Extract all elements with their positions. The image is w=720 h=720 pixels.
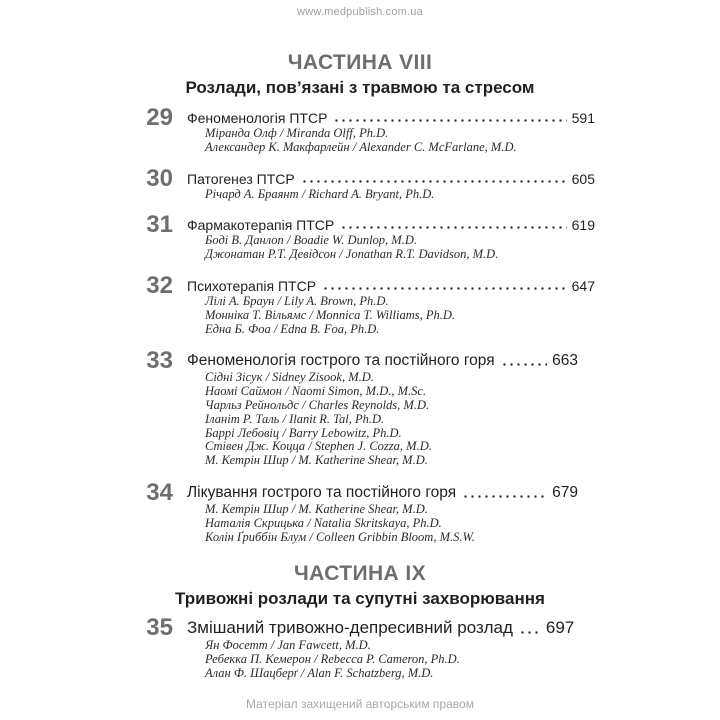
dot-leader bbox=[501, 363, 548, 366]
author-line: Стівен Дж. Коцца / Stephen J. Cozza, M.D. bbox=[205, 439, 432, 454]
chapter-title-row bbox=[187, 484, 578, 502]
chapter-title: Феноменологія ПТСР bbox=[187, 110, 328, 126]
chapter-title-row bbox=[187, 352, 578, 370]
chapter-entry-34 bbox=[131, 478, 578, 544]
chapter-title: Феноменологія гострого та постійного горя bbox=[187, 352, 495, 370]
chapter-title: Лікування гострого та постійного горя bbox=[187, 483, 457, 501]
chapter-title: Патогенез ПТСР bbox=[187, 170, 295, 187]
chapter-number: 33 bbox=[146, 347, 173, 375]
part-title: ЧАСТИНА VIII bbox=[287, 51, 433, 74]
chapter-title: Психотерапія ПТСР bbox=[187, 277, 317, 294]
author-line: Алан Ф. Шацберґ / Alan F. Schatzberg, M.D. bbox=[205, 665, 434, 680]
chapter-title: Змішаний тривожно-депресивний розлад bbox=[187, 618, 513, 638]
part-ix-header bbox=[0, 562, 720, 608]
author-list bbox=[205, 503, 578, 544]
author-line: Александер К. Макфарлейн / Alexander C. McFarlane, M.D. bbox=[205, 139, 517, 154]
dot-leader bbox=[322, 287, 567, 290]
author-line: М. Кетрін Шир / M. Katherine Shear, M.D. bbox=[205, 453, 428, 468]
page-number: 697 bbox=[545, 618, 575, 638]
author-line: М. Кетрін Шир / M. Katherine Shear, M.D. bbox=[205, 501, 428, 516]
part-subtitle: Тривожні розлади та супутні захворювання bbox=[175, 589, 545, 609]
dot-leader bbox=[519, 631, 541, 634]
chapter-entry-30 bbox=[131, 164, 595, 202]
author-line: Чарльз Рейнольдс / Charles Reynolds, M.D. bbox=[205, 397, 430, 412]
chapter-entry-32 bbox=[131, 271, 595, 336]
page-number: 619 bbox=[571, 217, 595, 234]
chapter-title-row bbox=[187, 217, 595, 233]
author-line: Ян Фосетт / Jan Fawcett, M.D. bbox=[205, 638, 371, 653]
author-line: Лілі А. Браун / Lily A. Brown, Ph.D. bbox=[205, 293, 389, 308]
author-line: Боді В. Данлоп / Boadie W. Dunlop, M.D. bbox=[205, 233, 417, 248]
toc-part-viii bbox=[131, 104, 595, 544]
author-list bbox=[205, 234, 595, 262]
part-title: ЧАСТИНА IX bbox=[294, 562, 426, 586]
page-number: 591 bbox=[571, 110, 595, 126]
author-line: Наталія Скрицька / Natalia Skritskaya, Ph.D. bbox=[205, 515, 442, 530]
dot-leader bbox=[333, 119, 566, 122]
page-number: 663 bbox=[552, 352, 578, 370]
page-number: 679 bbox=[552, 483, 578, 501]
chapter-number: 29 bbox=[146, 104, 173, 131]
page-number: 647 bbox=[571, 277, 595, 294]
author-list bbox=[205, 295, 595, 336]
author-line: Монніка Т. Вільямс / Monnica T. Williams, Ph.D. bbox=[205, 307, 455, 322]
chapter-number: 35 bbox=[146, 614, 173, 642]
chapter-title: Фармакотерапія ПТСР bbox=[187, 217, 335, 234]
part-viii-header bbox=[0, 51, 720, 97]
site-url: www.medpublish.com.ua bbox=[297, 6, 423, 18]
chapter-title-row bbox=[187, 278, 595, 294]
author-line: Іланіт Р. Таль / Ilanit R. Tal, Ph.D. bbox=[205, 411, 385, 426]
author-line: Една Б. Фоа / Edna B. Foa, Ph.D. bbox=[205, 321, 380, 336]
chapter-entry-29 bbox=[131, 104, 595, 155]
author-line: Сідні Зісук / Sidney Zisook, M.D. bbox=[205, 370, 374, 385]
page-number: 605 bbox=[571, 170, 595, 187]
chapter-title-row bbox=[187, 171, 595, 187]
dot-leader bbox=[301, 180, 567, 183]
chapter-title-row bbox=[187, 110, 595, 126]
author-line: Баррі Лебовіц / Barry Lebowitz, Ph.D. bbox=[205, 425, 402, 440]
chapter-number: 32 bbox=[146, 271, 173, 299]
author-line: Джонатан Р.Т. Девідсон / Jonathan R.T. Davidson, M.D. bbox=[205, 247, 499, 262]
chapter-title-row bbox=[187, 618, 595, 638]
chapter-entry-33 bbox=[131, 347, 578, 468]
dot-leader bbox=[340, 226, 566, 229]
author-line: Ребекка П. Кемерон / Rebecca P. Cameron, Ph.D. bbox=[205, 652, 460, 667]
copyright-notice: Матеріал захищений авторським правом bbox=[246, 697, 474, 711]
author-list bbox=[205, 188, 595, 202]
author-list bbox=[205, 639, 595, 680]
part-subtitle: Розлади, пов’язані з травмою та стресом bbox=[185, 78, 535, 97]
chapter-number: 34 bbox=[146, 478, 173, 506]
author-list bbox=[205, 127, 595, 155]
author-line: Колін Ґриббін Блум / Colleen Gribbin Bloom, M.S.W. bbox=[205, 529, 475, 544]
chapter-number: 30 bbox=[146, 164, 173, 192]
author-line: Міранда Олф / Miranda Olff, Ph.D. bbox=[205, 126, 389, 140]
author-line: Наомі Саймон / Naomi Simon, M.D., M.Sc. bbox=[205, 384, 427, 399]
chapter-entry-35 bbox=[131, 614, 595, 680]
chapter-entry-31 bbox=[131, 211, 595, 262]
author-list bbox=[205, 371, 578, 468]
toc-part-ix bbox=[131, 614, 595, 680]
author-line: Річард А. Браянт / Richard A. Bryant, Ph.D. bbox=[205, 186, 435, 201]
dot-leader bbox=[462, 495, 547, 498]
chapter-number: 31 bbox=[146, 211, 173, 239]
